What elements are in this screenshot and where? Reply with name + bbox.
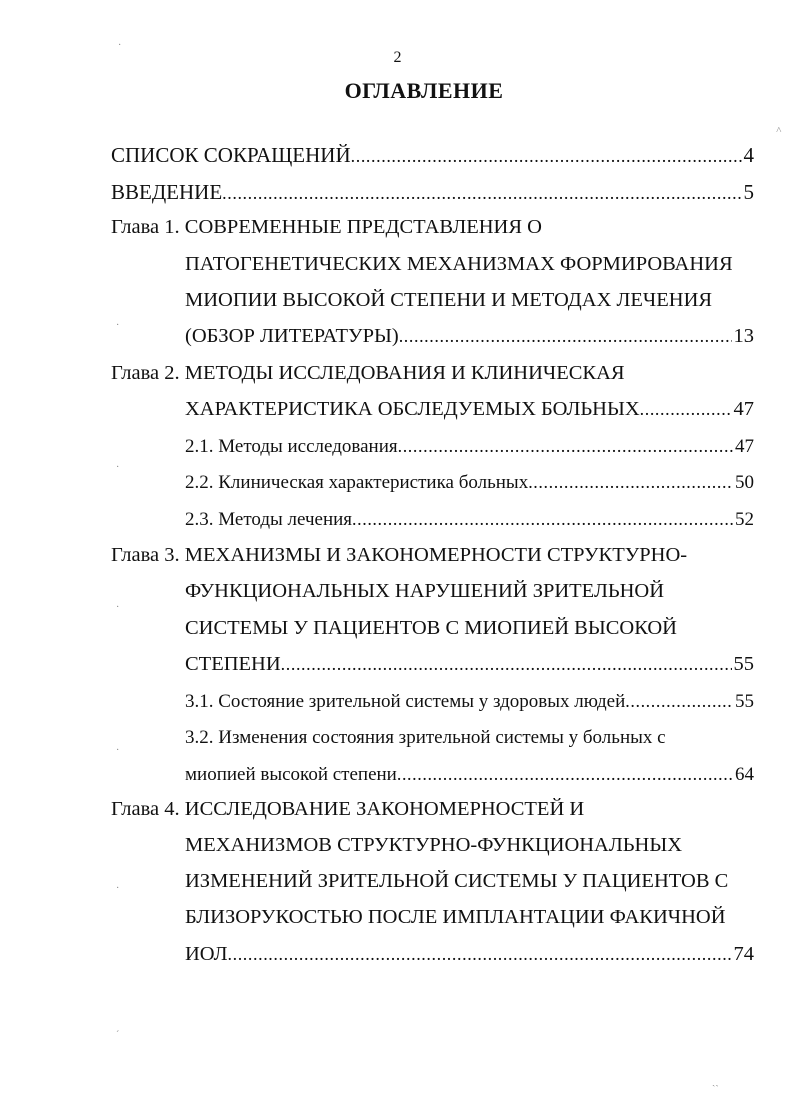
toc-page-number: 5: [743, 180, 754, 204]
toc-page-number: 13: [733, 325, 754, 347]
toc-section-3-2-line[interactable]: 3.2. Изменения состояния зрительной системы у больных с: [185, 727, 666, 748]
toc-entry-text: 3.1. Состояние зрительной системы у здоровых людей: [185, 691, 626, 712]
toc-chapter3-line[interactable]: Глава 3. МЕХАНИЗМЫ И ЗАКОНОМЕРНОСТИ СТРУКТУРНО-: [111, 544, 688, 566]
toc-entry-chapter1[interactable]: [185, 325, 754, 348]
dot-leader: [398, 436, 733, 458]
toc-page-number: 47: [735, 436, 754, 457]
toc-page-number: 50: [735, 472, 754, 493]
toc-page-number: 55: [733, 653, 754, 675]
page-number: 2: [393, 49, 402, 66]
toc-chapter1-line[interactable]: Глава 1. СОВРЕМЕННЫЕ ПРЕДСТАВЛЕНИЯ О: [111, 216, 542, 238]
dot-leader: [228, 943, 732, 966]
toc-entry-abbreviations[interactable]: [111, 143, 754, 168]
toc-chapter3-line[interactable]: СИСТЕМЫ У ПАЦИЕНТОВ С МИОПИЕЙ ВЫСОКОЙ: [185, 617, 677, 639]
toc-entry-chapter2[interactable]: [185, 398, 754, 421]
toc-page-number: 64: [735, 764, 754, 785]
dot-leader: [281, 653, 732, 676]
toc-page-number: 47: [733, 398, 754, 420]
scan-speck: ·: [116, 320, 120, 331]
toc-chapter4-line[interactable]: ИЗМЕНЕНИЙ ЗРИТЕЛЬНОЙ СИСТЕМЫ У ПАЦИЕНТОВ С: [185, 870, 729, 892]
toc-entry-text: ХАРАКТЕРИСТИКА ОБСЛЕДУЕМЫХ БОЛЬНЫХ: [185, 398, 640, 420]
scan-speck: ·: [116, 602, 120, 613]
toc-entry-text: 2.3. Методы лечения: [185, 509, 353, 530]
toc-entry-section-3-1[interactable]: [185, 691, 754, 713]
toc-chapter1-line[interactable]: МИОПИИ ВЫСОКОЙ СТЕПЕНИ И МЕТОДАХ ЛЕЧЕНИЯ: [185, 289, 713, 311]
scan-speck: ´: [116, 1030, 120, 1041]
dot-leader: [640, 398, 732, 421]
dot-leader: [528, 472, 733, 494]
toc-entry-introduction[interactable]: [111, 180, 754, 205]
dot-leader: [222, 180, 741, 205]
scan-speck: ˎˎ: [712, 1076, 719, 1087]
toc-chapter3-line[interactable]: ФУНКЦИОНАЛЬНЫХ НАРУШЕНИЙ ЗРИТЕЛЬНОЙ: [185, 580, 665, 602]
toc-page-number: 55: [735, 691, 754, 712]
toc-chapter1-line[interactable]: ПАТОГЕНЕТИЧЕСКИХ МЕХАНИЗМАХ ФОРМИРОВАНИЯ: [185, 253, 733, 275]
toc-chapter2-line[interactable]: Глава 2. МЕТОДЫ ИССЛЕДОВАНИЯ И КЛИНИЧЕСКАЯ: [111, 362, 625, 384]
toc-entry-text: миопией высокой степени: [185, 764, 397, 785]
dot-leader: [399, 325, 732, 348]
scan-speck: ·: [118, 40, 122, 51]
toc-entry-section-2-3[interactable]: [185, 509, 754, 531]
toc-page-number: 4: [743, 143, 754, 167]
toc-entry-text: (ОБЗОР ЛИТЕРАТУРЫ): [185, 325, 399, 347]
toc-entry-section-2-1[interactable]: [185, 436, 754, 458]
dot-leader: [352, 509, 733, 531]
toc-chapter4-line[interactable]: Глава 4. ИССЛЕДОВАНИЕ ЗАКОНОМЕРНОСТЕЙ И: [111, 798, 585, 820]
toc-entry-text: ИОЛ: [185, 943, 228, 965]
toc-entry-section-3-2[interactable]: [185, 764, 754, 786]
page-title: ОГЛАВЛЕНИЕ: [344, 78, 504, 103]
toc-entry-chapter4[interactable]: [185, 943, 754, 966]
scan-speck: ·: [116, 745, 120, 756]
toc-chapter4-line[interactable]: МЕХАНИЗМОВ СТРУКТУРНО-ФУНКЦИОНАЛЬНЫХ: [185, 834, 683, 856]
dot-leader: [397, 764, 733, 786]
scan-speck: ˄: [776, 125, 782, 136]
toc-chapter4-line[interactable]: БЛИЗОРУКОСТЬЮ ПОСЛЕ ИМПЛАНТАЦИИ ФАКИЧНОЙ: [185, 906, 726, 928]
toc-entry-section-2-2[interactable]: [185, 472, 754, 494]
toc-entry-chapter3[interactable]: [185, 653, 754, 676]
toc-entry-text: 2.2. Клиническая характеристика больных: [185, 472, 529, 493]
toc-entry-text: ВВЕДЕНИЕ: [111, 180, 223, 204]
dot-leader: [625, 691, 733, 713]
scan-speck: ·: [116, 883, 120, 894]
toc-page-number: 74: [733, 943, 754, 965]
dot-leader: [351, 143, 742, 168]
scan-speck: ·: [116, 462, 120, 473]
toc-entry-text: СТЕПЕНИ: [185, 653, 281, 675]
toc-entry-text: СПИСОК СОКРАЩЕНИЙ: [111, 143, 351, 167]
toc-page-number: 52: [735, 509, 754, 530]
toc-entry-text: 2.1. Методы исследования: [185, 436, 398, 457]
